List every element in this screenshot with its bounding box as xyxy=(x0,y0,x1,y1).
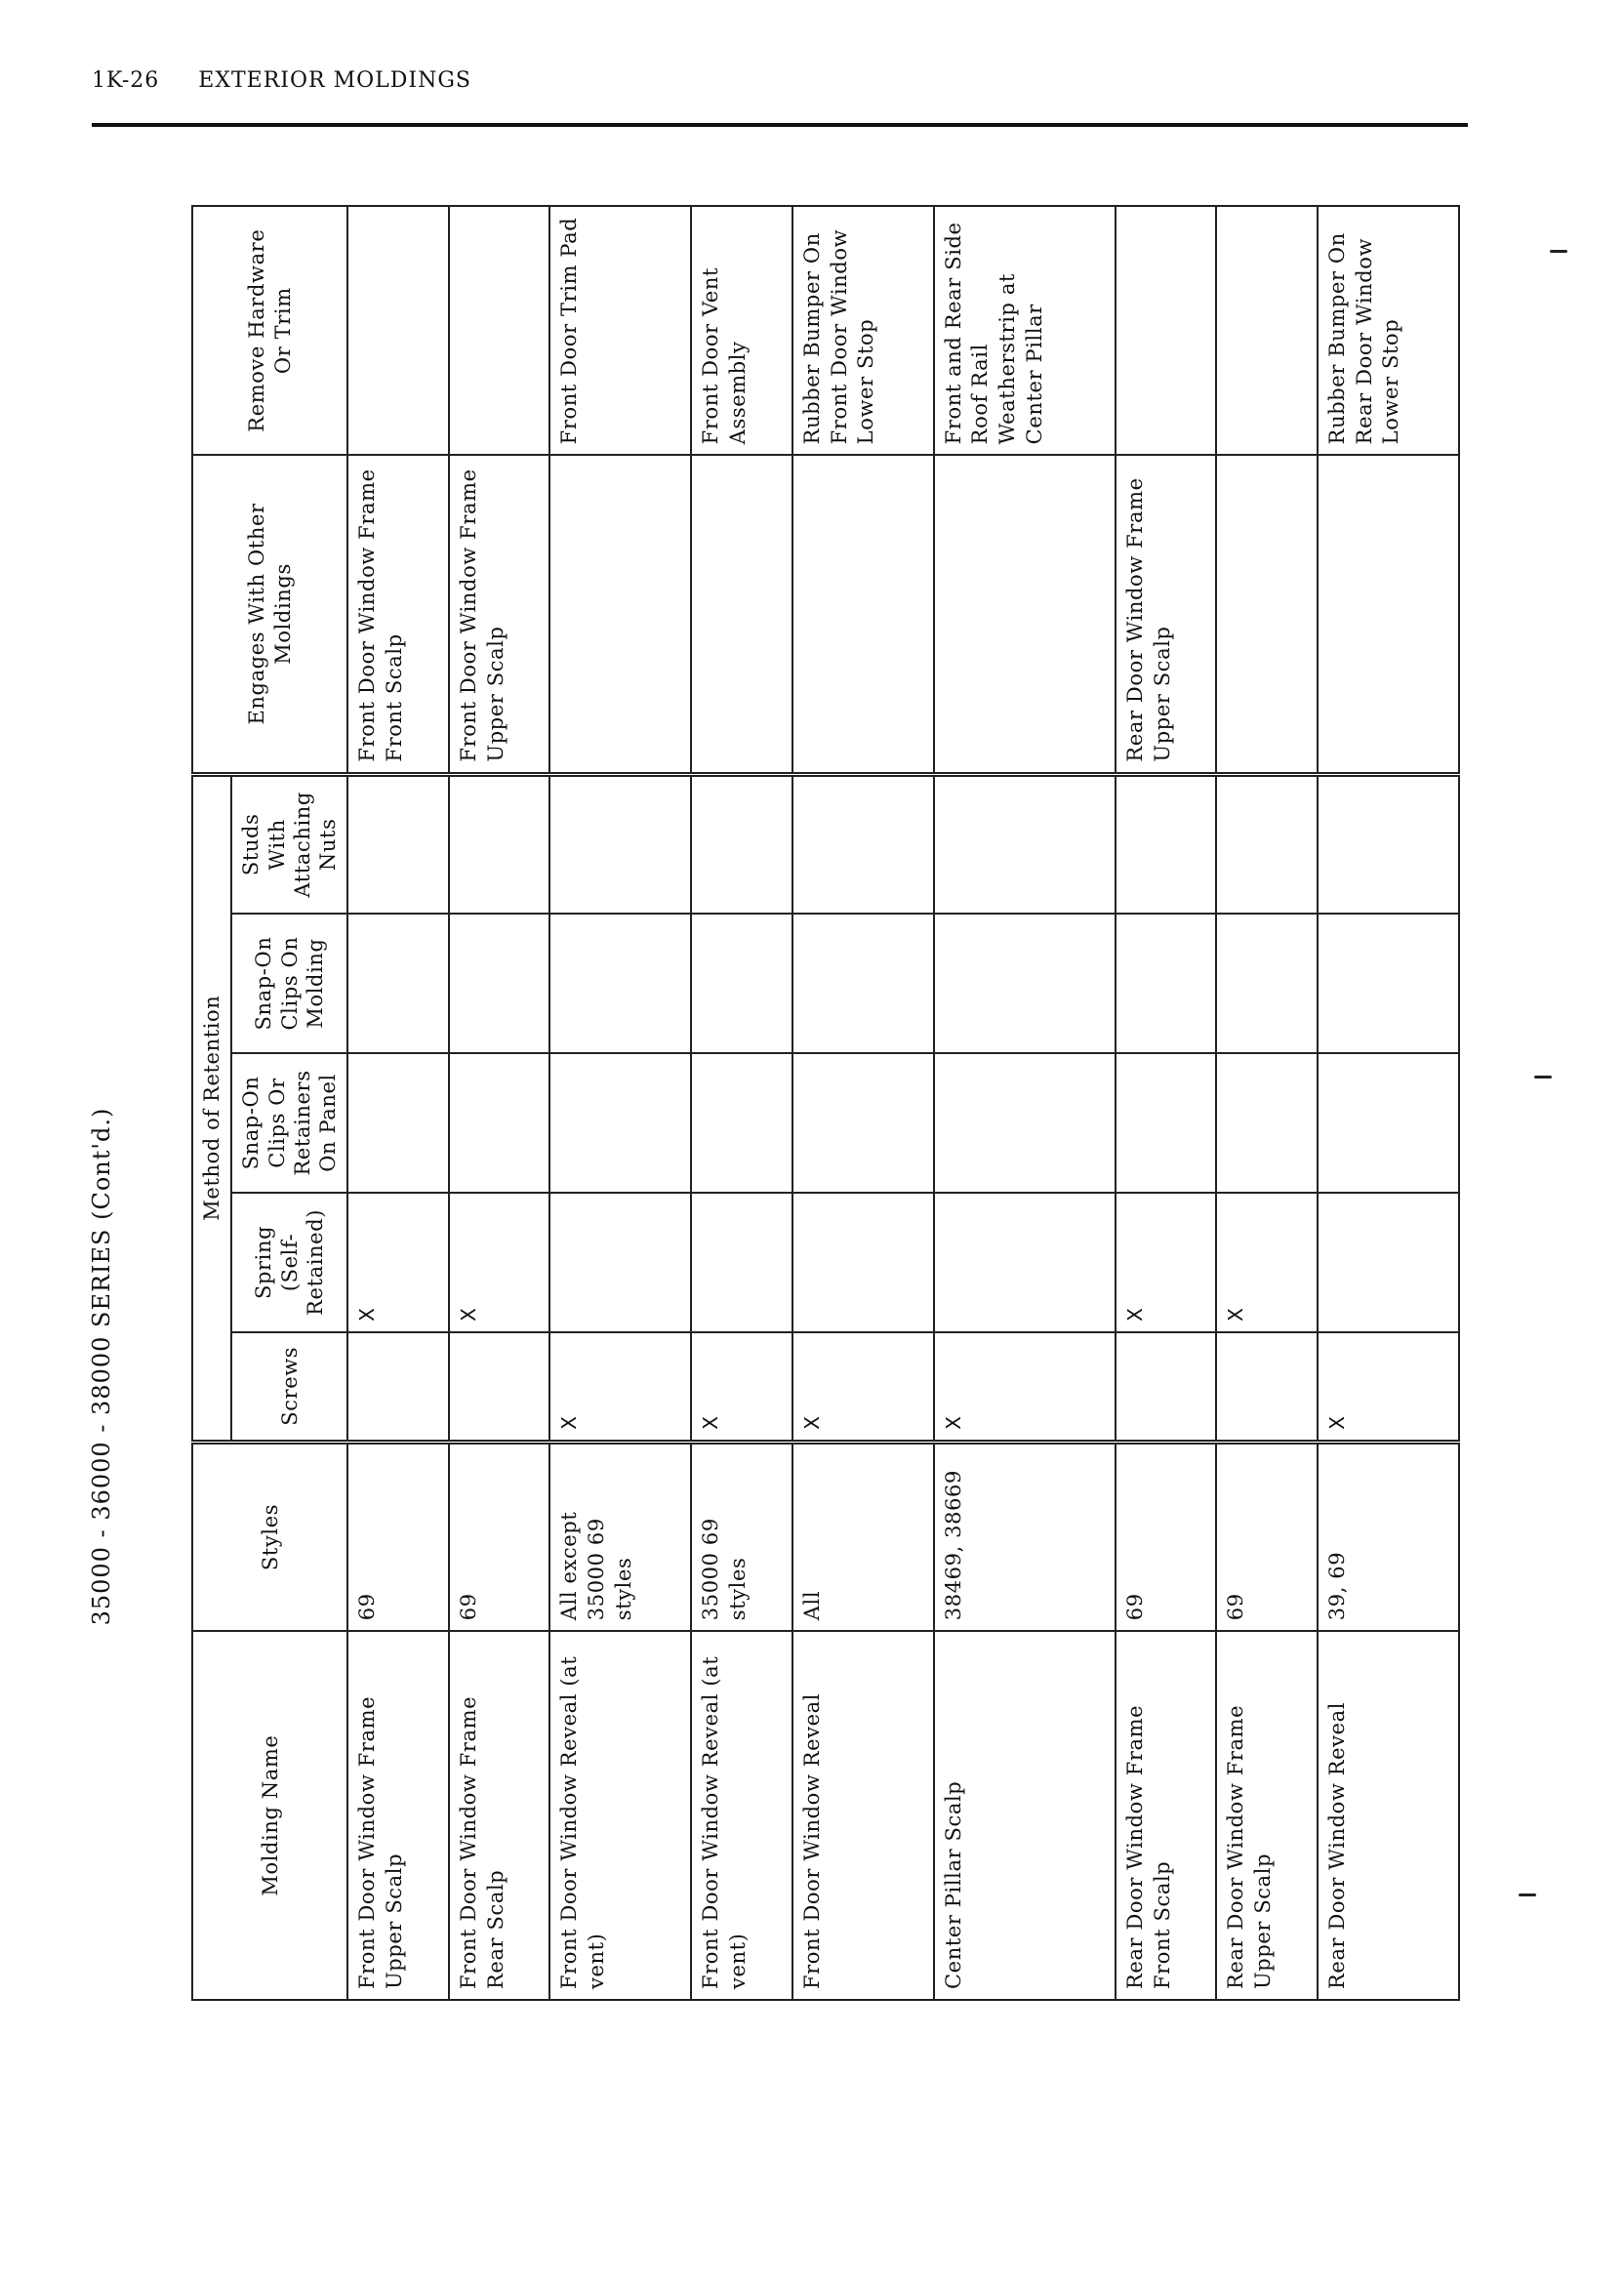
cell-screws xyxy=(1116,1332,1217,1442)
cell-molding-name: Front Door Window Reveal (at vent) xyxy=(691,1631,792,2000)
header-remove: Remove Hardware Or Trim xyxy=(192,206,347,455)
cell-remove: Rubber Bumper On Front Door Window Lower Stop xyxy=(792,206,934,455)
edge-mark xyxy=(1519,1893,1536,1896)
cell-snap-molding xyxy=(934,914,1116,1053)
cell-remove: Rubber Bumper On Rear Door Window Lower Stop xyxy=(1318,206,1459,455)
cell-studs xyxy=(1318,774,1459,914)
cell-snap-molding xyxy=(549,914,691,1053)
moldings-table xyxy=(191,205,1460,2001)
header-studs: Studs With Attaching Nuts xyxy=(231,774,347,914)
cell-screws xyxy=(449,1332,550,1442)
cell-styles: 35000 69 styles xyxy=(691,1442,792,1631)
cell-spring xyxy=(549,1193,691,1332)
cell-spring: X xyxy=(1116,1193,1217,1332)
table-row xyxy=(691,206,792,2000)
section-title: EXTERIOR MOLDINGS xyxy=(198,68,471,93)
header-method-of-retention: Method of Retention xyxy=(192,774,231,1442)
cell-remove xyxy=(347,206,449,455)
header-screws: Screws xyxy=(231,1332,347,1442)
cell-styles: 69 xyxy=(1216,1442,1318,1631)
cell-molding-name: Center Pillar Scalp xyxy=(934,1631,1116,2000)
cell-remove xyxy=(1116,206,1217,455)
table-row xyxy=(449,206,550,2000)
cell-molding-name: Front Door Window Reveal xyxy=(792,1631,934,2000)
cell-molding-name: Rear Door Window Frame Front Scalp xyxy=(1116,1631,1217,2000)
page-number: 1K-26 xyxy=(92,68,160,93)
cell-snap-panel xyxy=(549,1053,691,1193)
cell-spring: X xyxy=(347,1193,449,1332)
cell-remove xyxy=(1216,206,1318,455)
cell-snap-panel xyxy=(1318,1053,1459,1193)
cell-snap-molding xyxy=(347,914,449,1053)
header-engages: Engages With Other Moldings xyxy=(192,455,347,774)
cell-spring: X xyxy=(449,1193,550,1332)
cell-molding-name: Rear Door Window Reveal xyxy=(1318,1631,1459,2000)
table-row xyxy=(347,206,449,2000)
header-snap-molding: Snap-On Clips On Molding xyxy=(231,914,347,1053)
cell-snap-panel xyxy=(1216,1053,1318,1193)
cell-styles: 69 xyxy=(347,1442,449,1631)
cell-molding-name: Front Door Window Frame Rear Scalp xyxy=(449,1631,550,2000)
cell-studs xyxy=(1216,774,1318,914)
cell-studs xyxy=(549,774,691,914)
cell-spring: X xyxy=(1216,1193,1318,1332)
cell-snap-molding xyxy=(792,914,934,1053)
cell-snap-panel xyxy=(691,1053,792,1193)
cell-studs xyxy=(449,774,550,914)
cell-styles: 69 xyxy=(449,1442,550,1631)
cell-studs xyxy=(347,774,449,914)
cell-styles: 38469, 38669 xyxy=(934,1442,1116,1631)
cell-studs xyxy=(691,774,792,914)
header-spring: Spring (Self- Retained) xyxy=(231,1193,347,1332)
table-host xyxy=(191,205,1460,2001)
cell-snap-panel xyxy=(792,1053,934,1193)
cell-styles: 39, 69 xyxy=(1318,1442,1459,1631)
table-row xyxy=(934,206,1116,2000)
cell-spring xyxy=(1318,1193,1459,1332)
cell-snap-molding xyxy=(1116,914,1217,1053)
cell-engages xyxy=(691,455,792,774)
cell-engages: Front Door Window Frame Upper Scalp xyxy=(449,455,550,774)
cell-remove: Front and Rear Side Roof Rail Weatherstrip at Center Pillar xyxy=(934,206,1116,455)
table-row xyxy=(792,206,934,2000)
cell-engages xyxy=(1318,455,1459,774)
edge-mark xyxy=(1534,1076,1552,1079)
rotated-table-wrapper xyxy=(191,205,1460,2001)
cell-spring xyxy=(691,1193,792,1332)
cell-engages: Rear Door Window Frame Upper Scalp xyxy=(1116,455,1217,774)
table-row xyxy=(549,206,691,2000)
cell-snap-panel xyxy=(934,1053,1116,1193)
cell-engages xyxy=(934,455,1116,774)
cell-snap-panel xyxy=(1116,1053,1217,1193)
cell-snap-molding xyxy=(1318,914,1459,1053)
cell-studs xyxy=(792,774,934,914)
cell-spring xyxy=(934,1193,1116,1332)
cell-molding-name: Front Door Window Frame Upper Scalp xyxy=(347,1631,449,2000)
cell-engages: Front Door Window Frame Front Scalp xyxy=(347,455,449,774)
cell-screws: X xyxy=(1318,1332,1459,1442)
cell-engages xyxy=(792,455,934,774)
page-header xyxy=(92,68,471,93)
cell-styles: All except 35000 69 styles xyxy=(549,1442,691,1631)
header-styles: Styles xyxy=(192,1442,347,1631)
header-rule xyxy=(92,123,1468,127)
header-snap-panel: Snap-On Clips Or Retainers On Panel xyxy=(231,1053,347,1193)
cell-remove: Front Door Trim Pad xyxy=(549,206,691,455)
cell-screws: X xyxy=(792,1332,934,1442)
table-row xyxy=(1318,206,1459,2000)
cell-screws xyxy=(1216,1332,1318,1442)
cell-snap-molding xyxy=(449,914,550,1053)
cell-snap-panel xyxy=(449,1053,550,1193)
cell-screws: X xyxy=(549,1332,691,1442)
edge-mark xyxy=(1550,250,1567,253)
series-title: 35000 - 36000 - 38000 SERIES (Cont'd.) xyxy=(88,1107,115,1626)
cell-snap-panel xyxy=(347,1053,449,1193)
cell-engages xyxy=(1216,455,1318,774)
table-row xyxy=(1116,206,1217,2000)
cell-studs xyxy=(1116,774,1217,914)
cell-studs xyxy=(934,774,1116,914)
header-molding-name: Molding Name xyxy=(192,1631,347,2000)
cell-spring xyxy=(792,1193,934,1332)
cell-snap-molding xyxy=(1216,914,1318,1053)
cell-engages xyxy=(549,455,691,774)
cell-screws xyxy=(347,1332,449,1442)
cell-screws: X xyxy=(934,1332,1116,1442)
cell-styles: All xyxy=(792,1442,934,1631)
cell-molding-name: Rear Door Window Frame Upper Scalp xyxy=(1216,1631,1318,2000)
cell-remove xyxy=(449,206,550,455)
table-row xyxy=(1216,206,1318,2000)
cell-remove: Front Door Vent Assembly xyxy=(691,206,792,455)
cell-styles: 69 xyxy=(1116,1442,1217,1631)
cell-screws: X xyxy=(691,1332,792,1442)
cell-snap-molding xyxy=(691,914,792,1053)
cell-molding-name: Front Door Window Reveal (at vent) xyxy=(549,1631,691,2000)
